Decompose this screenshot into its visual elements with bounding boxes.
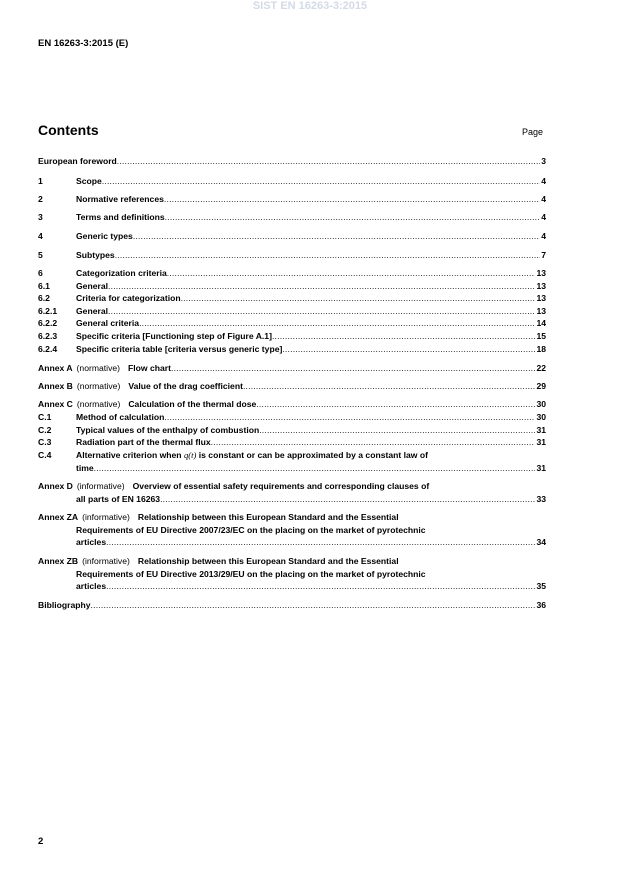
entry-title: Categorization criteria [76,268,167,278]
section-number: 2 [38,194,43,204]
entry-title: European foreword [38,156,117,166]
indent [38,462,76,474]
entry-title: Generic types [76,231,133,241]
toc-entry[interactable] [38,211,546,223]
dot-leader [102,175,540,187]
annex-type: (normative) [76,381,121,391]
entry-title: Specific criteria [Functioning step of Figure A.1] [76,331,272,341]
entry-title: Bibliography [38,600,91,610]
toc-entry[interactable] [38,411,546,423]
page-column-label: Page [522,127,544,137]
annex-type: (informative) [82,556,130,566]
section-number: C.2 [38,425,52,435]
dot-leader [181,292,536,304]
entry-title: Specific criteria table [criteria versus generic type] [76,344,283,354]
toc-entry[interactable] [38,424,546,436]
section-number: 5 [38,250,43,260]
page-ref: 31 [536,437,546,447]
toc-entry[interactable] [38,524,546,536]
toc-entry[interactable] [38,555,546,567]
entry-title: articles [76,537,107,547]
toc-entry[interactable] [38,511,546,523]
section-number: 4 [38,231,43,241]
toc-entry[interactable] [38,362,546,374]
page-ref: 30 [536,399,546,409]
section-number: 6.2.2 [38,318,58,328]
dot-leader [139,317,535,329]
page-ref: 13 [536,268,546,278]
entry-title: General [76,281,109,291]
indent [38,493,76,505]
page-ref: 31 [536,462,546,473]
entry-title: Relationship between this European Standard and the Essential [137,556,399,566]
toc-entry[interactable] [38,175,546,187]
dot-leader [259,424,535,436]
math-q-t: q(t) [183,450,197,460]
annex-label: Annex C [38,399,73,409]
section-number: 6.1 [38,281,50,291]
dot-leader [106,580,535,592]
toc-entry[interactable] [38,380,546,392]
entry-title: Flow chart [128,363,171,373]
toc-entry[interactable] [38,267,546,279]
page-ref: 30 [536,412,546,422]
toc-entry[interactable] [38,330,546,342]
dot-leader [133,230,540,242]
toc-entry[interactable] [38,155,546,167]
dot-leader [282,343,535,355]
annex-label: Annex ZA [38,512,79,522]
dot-leader [243,380,536,392]
dot-leader [115,249,541,261]
section-number: 6 [38,268,43,278]
toc-entry[interactable] [38,436,546,448]
entry-title: Criteria for categorization [76,293,181,303]
dot-leader [91,599,536,611]
section-number: 6.2.1 [38,306,58,316]
dot-leader [160,493,535,505]
section-number: 1 [38,176,43,186]
toc-entry[interactable] [38,343,546,355]
dot-leader [108,280,535,292]
page-ref: 4 [541,176,546,186]
toc-entry[interactable] [38,292,546,304]
page-number: 2 [38,836,44,847]
entry-title: Overview of essential safety requirements and corresponding clauses of [132,481,430,491]
section-number: 6.2.4 [38,344,58,354]
annex-type: (normative) [76,363,121,373]
page-ref: 4 [541,212,546,222]
page-ref: 31 [536,425,546,435]
page-ref: 35 [536,581,546,591]
page-ref: 13 [536,281,546,291]
section-number: 6.2 [38,293,50,303]
toc-entry[interactable] [38,536,546,548]
document-header: EN 16263-3:2015 (E) [38,38,129,49]
indent [38,536,76,548]
annex-label: Annex B [38,381,73,391]
page-ref: 7 [541,250,546,260]
dot-leader [211,436,536,448]
dot-leader [94,462,536,474]
toc-entry[interactable] [38,480,546,492]
annex-type: (informative) [76,481,125,491]
dot-leader [108,305,535,317]
page-ref: 4 [541,231,546,241]
dot-leader [117,155,540,167]
entry-title: Subtypes [76,250,115,260]
section-number: 6.2.3 [38,331,58,341]
dot-leader [106,536,535,548]
indent [38,568,76,580]
indent [38,524,76,536]
toc-entry[interactable] [38,230,546,242]
dot-leader [171,362,535,374]
section-number: 3 [38,212,43,222]
page-ref: 36 [536,600,546,610]
entry-title: Scope [76,176,102,186]
page-title: Contents [38,122,99,138]
annex-type: (informative) [82,512,130,522]
page-ref: 3 [541,156,546,166]
page-ref: 18 [536,344,546,354]
entry-title: time [76,462,94,473]
toc-entry[interactable] [38,599,546,611]
toc-entry[interactable] [38,398,546,410]
entry-title: Typical values of the enthalpy of combustion [76,425,260,435]
dot-leader [164,411,535,423]
entry-title: Radiation part of the thermal flux [76,437,211,447]
indent [38,580,76,592]
page-ref: 13 [536,306,546,316]
toc-entry[interactable] [38,580,546,592]
annex-label: Annex D [38,481,73,491]
watermark: SIST EN 16263-3:2015 [252,0,368,12]
entry-title: Value of the drag coefficient [128,381,243,391]
section-number: C.4 [38,450,52,460]
toc-entry[interactable] [38,280,546,292]
toc-entry[interactable] [38,568,546,580]
page-ref: 14 [536,318,546,328]
entry-title: Normative references [76,194,164,204]
entry-title: General [76,306,109,316]
section-number: C.1 [38,412,52,422]
dot-leader [165,211,541,223]
toc-entry[interactable] [38,249,546,261]
page-ref: 22 [536,363,546,373]
toc-entry[interactable] [38,462,546,474]
annex-label: Annex ZB [38,556,79,566]
dot-leader [272,330,536,342]
toc-entry[interactable] [38,493,546,505]
entry-title: Terms and definitions [76,212,165,222]
dot-leader [256,398,535,410]
annex-type: (normative) [76,399,121,409]
toc-entry[interactable] [38,193,546,205]
page-ref: 34 [536,537,546,547]
dot-leader [164,193,540,205]
page-ref: 4 [541,194,546,204]
entry-title: Relationship between this European Standard and the Essential [137,512,399,522]
toc-entry[interactable] [38,317,546,329]
page-ref: 33 [536,493,546,504]
entry-title: Method of calculation [76,412,165,422]
toc-entry[interactable] [38,305,546,317]
entry-title: articles [76,581,107,591]
entry-title: Requirements of EU Directive 2013/29/EU on the placing on the market of pyrotechnic [76,568,426,579]
page-ref: 15 [536,331,546,341]
toc-entry[interactable] [38,449,546,461]
entry-title: General criteria [76,318,140,328]
dot-leader [167,267,536,279]
page-ref: 29 [536,381,546,391]
entry-title: all parts of EN 16263 [76,493,161,504]
entry-title: Requirements of EU Directive 2007/23/EC on the placing on the market of pyrotechnic [76,524,426,535]
entry-title: Alternative criterion when q(t) is constant or can be approximated by a constant law of [76,450,428,460]
entry-title: Calculation of the thermal dose [128,399,257,409]
section-number: C.3 [38,437,52,447]
page-ref: 13 [536,293,546,303]
annex-label: Annex A [38,363,73,373]
